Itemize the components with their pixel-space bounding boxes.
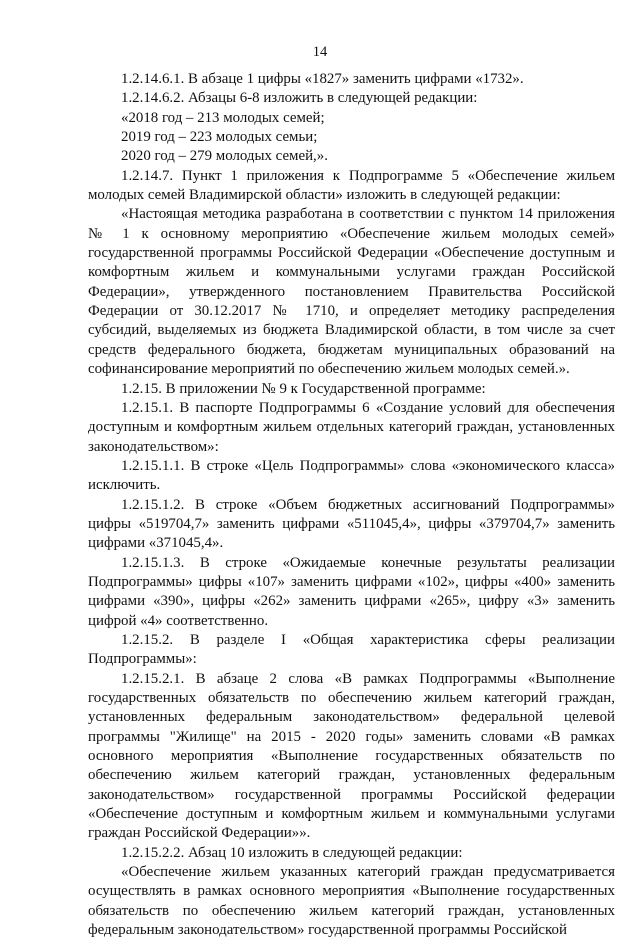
paragraph-1-2-15-1-3: 1.2.15.1.3. В строке «Ожидаемые конечные результаты реализации Подпрограммы» цифры «107» заменить цифрами «102», цифры «400» заменить цифрами «390», цифры «262» заменить цифрами «265», цифру «3» заменить цифрой «4» соответственно. [88,554,615,629]
paragraph-1-2-14-6-2: 1.2.14.6.2. Абзацы 6-8 изложить в следующей редакции: [121,90,478,107]
paragraph-1-2-15-2-2: 1.2.15.2.2. Абзац 10 изложить в следующей редакции: [121,844,463,861]
paragraph-1-2-15-1-2: 1.2.15.1.2. В строке «Объем бюджетных ассигнований Подпрограммы» цифры «519704,7» заменить цифрами «511045,4», цифры «379704,7» заменить цифрами «371045,4». [88,496,615,552]
paragraph-1-2-15-2-1: 1.2.15.2.1. В абзаце 2 слова «В рамках Подпрограммы «Выполнение государственных обязательств по обеспечению жильем категорий граждан, установленных федеральным законодательством» федеральной целевой программы "Жилище" на 2015 - 2020 годы» заменить словами «В рамках основного мероприятия «Выполнение государственных обязательств по обеспечению жильем категорий граждан, установленных федеральным законодательством» государственной программы Российской федерации «Обеспечение доступным и комфортным жильем и коммунальными услугами граждан Российской Федерации»». [88,670,615,842]
paragraph-1-2-15-2: 1.2.15.2. В разделе I «Общая характеристика сферы реализации Подпрограммы»: [88,631,615,668]
paragraph-1-2-14-6-1: 1.2.14.6.1. В абзаце 1 цифры «1827» заменить цифрами «1732». [121,71,524,87]
document-body [88,70,615,940]
quote-line-2018: «2018 год – 213 молодых семей; [121,109,325,126]
paragraph-1-2-15: 1.2.15. В приложении № 9 к Государственной программе: [121,380,486,397]
page-number: 14 [312,44,328,60]
quote-line-2019: 2019 год – 223 молодых семьи; [121,129,318,146]
quote-line-2020: 2020 год – 279 молодых семей,». [121,148,328,165]
paragraph-1-2-15-1-1: 1.2.15.1.1. В строке «Цель Подпрограммы» слова «экономического класса» исключить. [88,457,615,494]
paragraph-1-2-15-1: 1.2.15.1. В паспорте Подпрограммы 6 «Создание условий для обеспечения доступным и комфортным жильем отдельных категорий граждан, установленных законодательством»: [88,399,615,455]
paragraph-methodology-quote: «Настоящая методика разработана в соответствии с пунктом 14 приложения № 1 к основному мероприятию «Обеспечение жильем молодых семей» государственной программы Российской Федерации «Обеспечение доступным и комфортным жильем и коммунальными услугами граждан Российской Федерации», утвержденного постановлением Правительства Российской Федерации от 30.12.2017 № 1710, и определяет методику распределения субсидий, выделяемых из бюджета Владимирской области, в том числе за счет средств федерального бюджета, бюджетам муниципальных образований на софинансирование мероприятий по обеспечению жильем молодых семей.». [88,206,615,378]
paragraph-abzac-10-quote: «Обеспечение жильем указанных категорий граждан предусматривается осуществлять в рамках основного мероприятия «Выполнение государственных обязательств по обеспечению жильем категорий граждан, установленных федеральным законодательством» государственной программы Российской [88,864,615,939]
paragraph-1-2-14-7: 1.2.14.7. Пункт 1 приложения к Подпрограмме 5 «Обеспечение жильем молодых семей Владимирской области» изложить в следующей редакции: [88,167,615,204]
